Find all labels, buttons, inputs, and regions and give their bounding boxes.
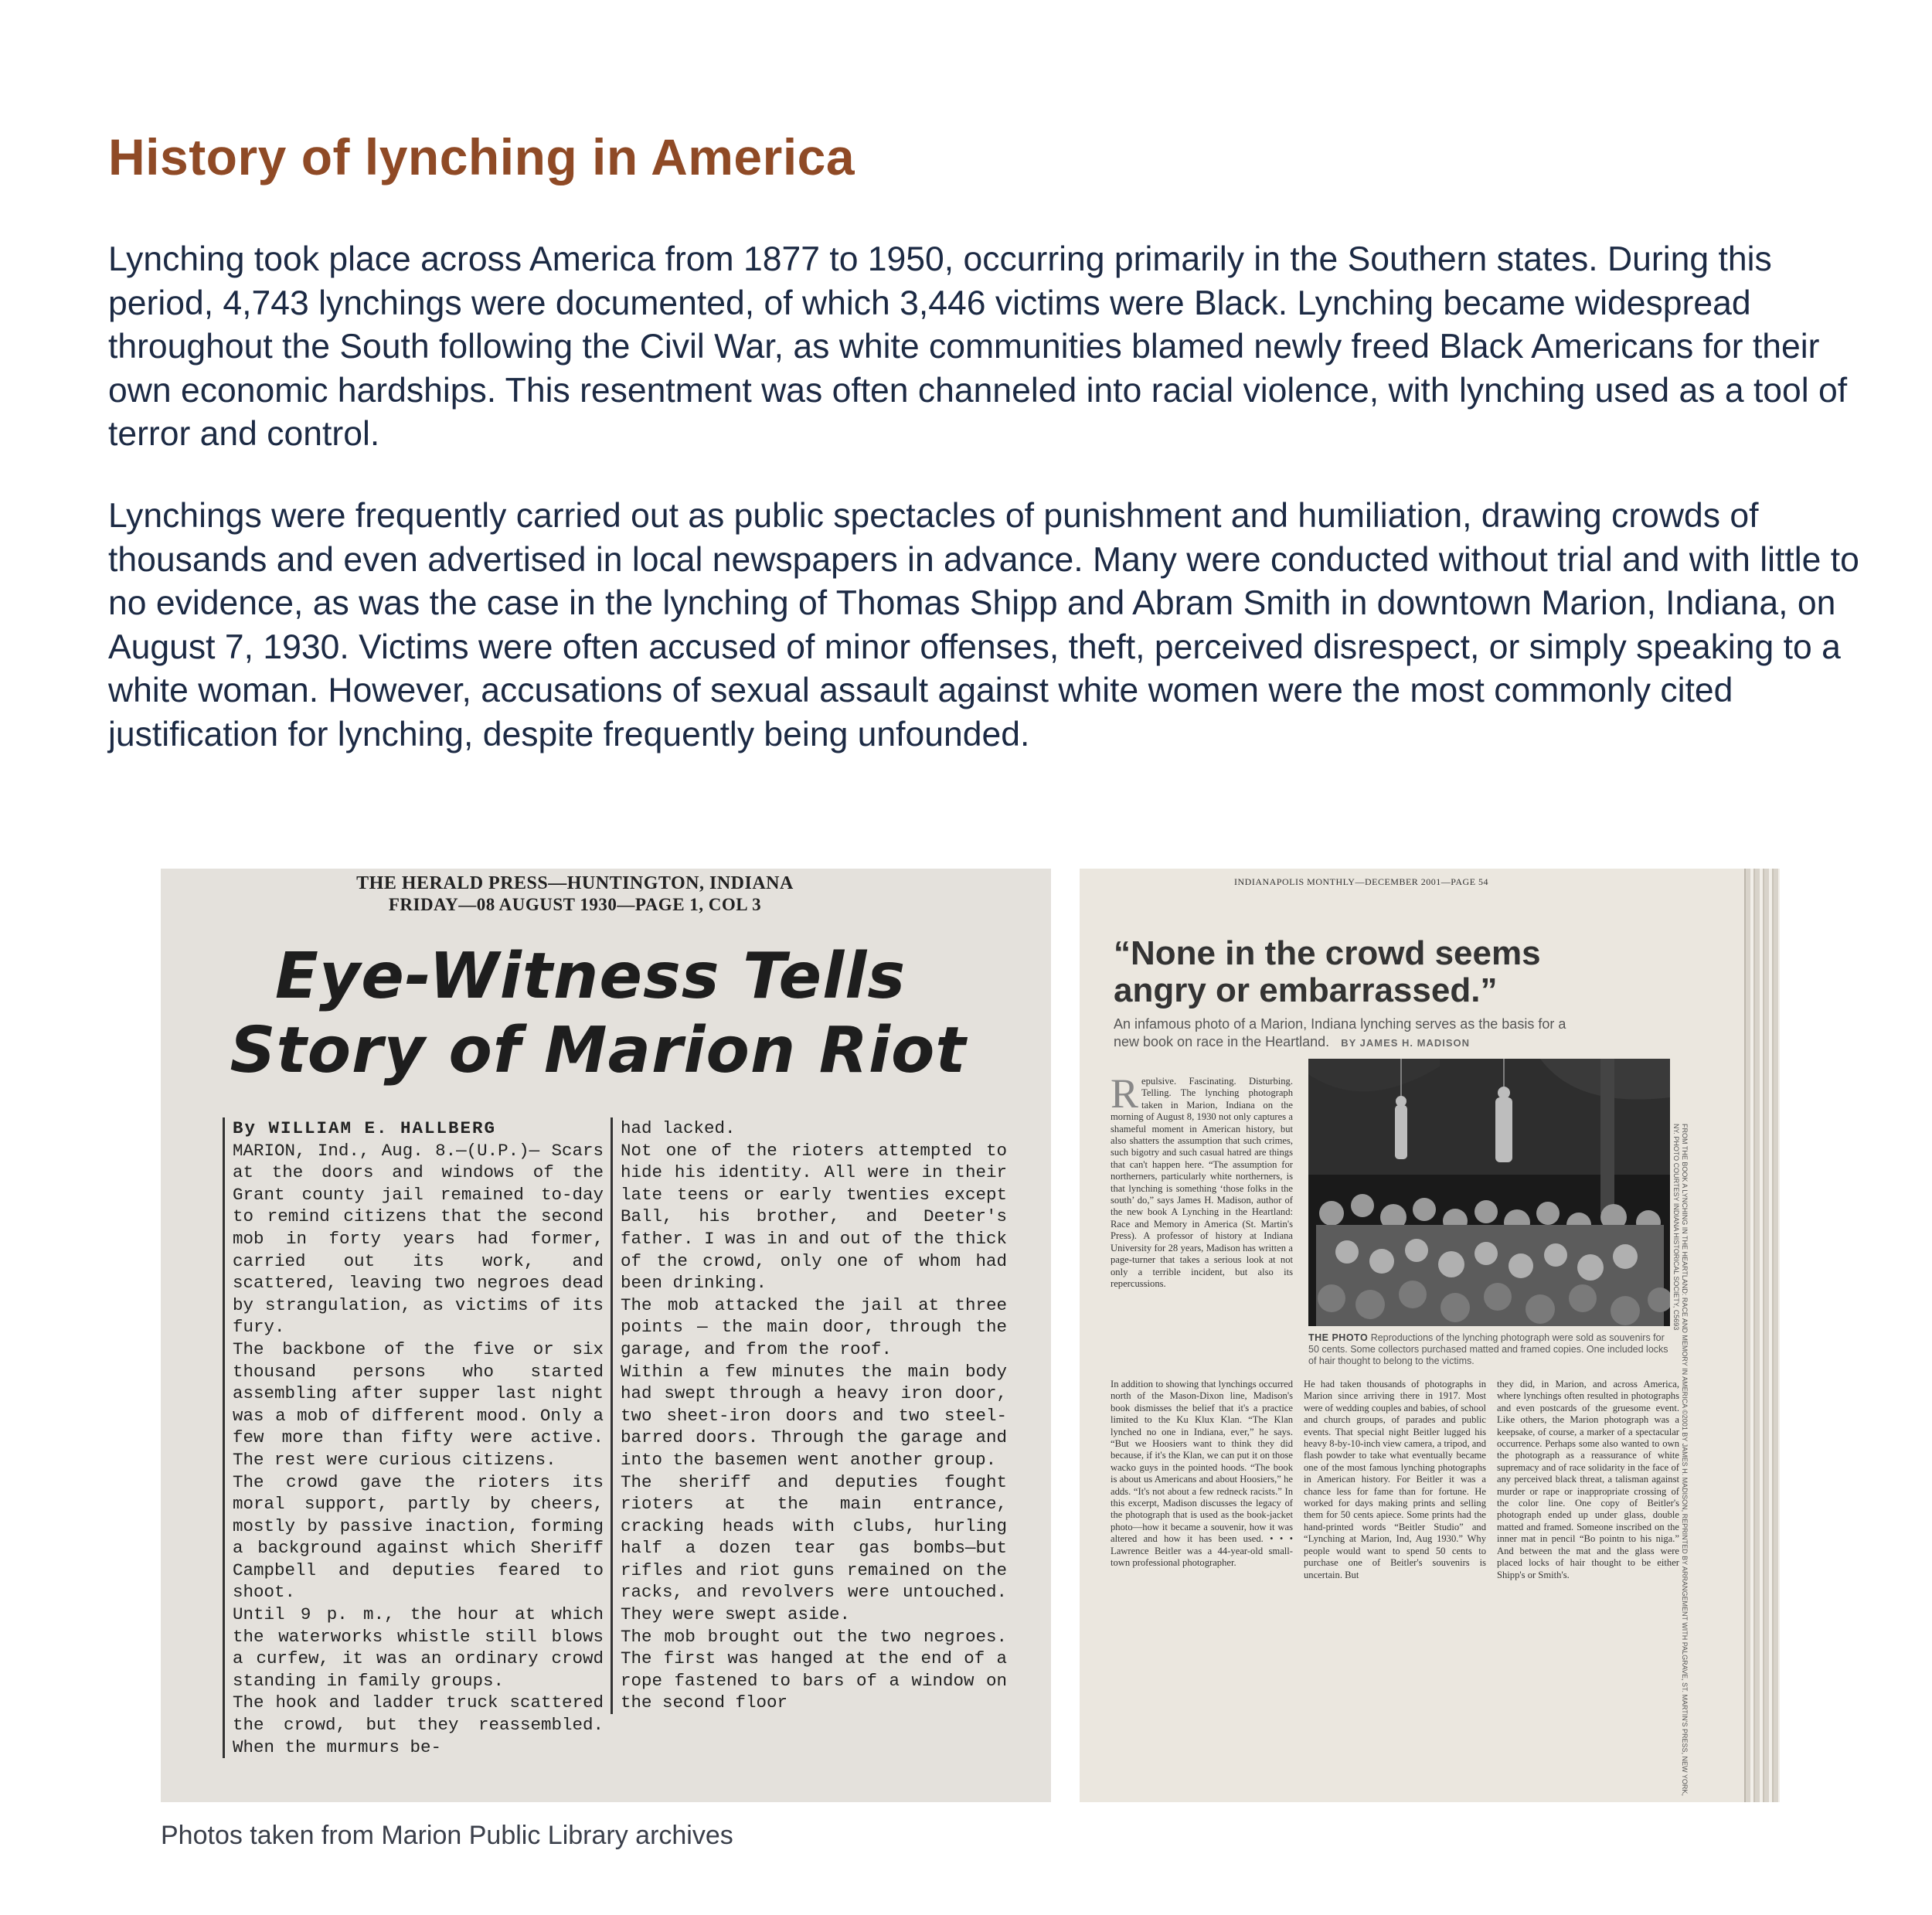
herald-masthead: THE HERALD PRESS—HUNTINGTON, INDIANA xyxy=(356,873,794,893)
photograph-illustration xyxy=(1308,1059,1670,1326)
herald-press-clipping xyxy=(161,869,1051,1802)
binder-edge xyxy=(1746,869,1780,1802)
magazine-column-3: they did, in Marion, and across America, where lynchings often resulted in photographs and even postcards of the gruesome event. Like others, the Marion photograph was a keepsake, of course, a marker of a spectacular occurrence. Perhaps some also wanted to own the photograph as a reassurance of white supremacy and of race solidarity in the face of any perceived black threat, a talisman against murder or rape or inappropriate crossing of the color line. One copy of Beitler's photograph ended up under glass, double matted and framed. Someone inscribed on the inner mat in pencil “Bo pointn to his niga.” And between the mat and the glass were placed locks of hair thought to be either Shipp's or Smith's. xyxy=(1497,1379,1679,1580)
herald-column-1 xyxy=(223,1117,604,1758)
herald-paragraph: had lacked. xyxy=(621,1118,736,1138)
photo-caption xyxy=(1308,1332,1672,1367)
herald-paragraph: The mob brought out the two negroes. The first was hanged at the end of a rope fastened to bars of a window on the second floor xyxy=(621,1626,1007,1713)
magazine-title: “None in the crowd seems angry or embarrassed.” xyxy=(1114,934,1541,1009)
herald-paragraph: The hook and ladder truck scattered the crowd, but they reassembled. When the murmurs be- xyxy=(233,1692,604,1757)
herald-paragraph: The backbone of the five or six thousand persons who started assembling after supper last night was a mob of different mood. Only a few more than fifty were active. The rest were curious citizens. xyxy=(233,1338,604,1470)
herald-paragraph: The sheriff and deputies fought rioters at the main entrance, cracking heads with clubs, hurling half a dozen tear gas bombs—but rifles and riot guns remained on the racks, and revolvers were untouched. They were swept aside. xyxy=(621,1471,1007,1625)
herald-paragraph: Within a few minutes the main body had swept through a heavy iron door, two sheet-iron doors and two steel-barred doors. Through the garage and into the basemen went another group. xyxy=(621,1361,1007,1470)
page-title: History of lynching in America xyxy=(108,128,855,185)
herald-paragraph: Until 9 p. m., the hour at which the waterworks whistle still blows a curfew, it was an ordinary crowd standing in family groups. xyxy=(233,1604,604,1691)
photo-credit: FROM THE BOOK A LYNCHING IN THE HEARTLAND: RACE AND MEMORY IN AMERICA ©2001 BY JAMES H. MADISON, REPRINTED BY ARRANGEMENT WITH PALGRAVE, ST. MARTIN'S PRESS, NEW YORK, NY. PHOTO COURTESY INDIANA HISTORICAL SOCIETY, C5693 xyxy=(1672,1124,1689,1796)
herald-paragraph: MARION, Ind., Aug. 8.—(U.P.)— Scars at the doors and windows of the Grant county jail remained to-day to remind citizens that the second mob in forty years had former, carried out its work, and scattered, leaving two negroes dead by strangulation, as victims of its fury. xyxy=(233,1140,604,1338)
herald-column-2 xyxy=(611,1117,1007,1714)
magazine-subtitle-text: An infamous photo of a Marion, Indiana lynching serves as the basis for a new book on race in the Heartland. xyxy=(1114,1016,1566,1049)
photo-caption-text: Reproductions of the lynching photograph were sold as souvenirs for 50 cents. Some collectors purchased matted and framed copies. One included locks of hair thought to belong to the victims. xyxy=(1308,1332,1668,1366)
herald-byline: By WILLIAM E. HALLBERG xyxy=(233,1118,497,1138)
magazine-column-1: In addition to showing that lynchings occurred north of the Mason-Dixon line, Madison's book dismisses the belief that it's a practice limited to the Ku Klux Klan. “The Klan lynched no one in Indiana, ever,” he says. “But we Hoosiers want to think they did because, if it's the Klan, we can put it on those wacko guys in the pointed hoods. “The book is about us Americans and about Hoosiers,” he adds. “It's not about a few redneck racists.” In this excerpt, Madison discusses the legacy of the photograph that is used as the book-jacket photo—how it became a souvenir, how it was altered and how it has been used. • • • Lawrence Beitler was a 44-year-old small-town professional photographer. xyxy=(1111,1379,1293,1569)
magazine-byline: BY JAMES H. MADISON xyxy=(1341,1037,1471,1049)
magazine-lead-text: epulsive. Fascinating. Disturbing. Telling. The lynching photograph taken in Marion, Indiana on the morning of August 8, 1930 not only captures a shameful moment in American history, but also shatters the assumption that such crimes, such bigotry and such casual hatred are things that can't happen here. “The assumption for northerners, particularly white northerners, is that lynching is something ‘those folks in the south’ do,” says James H. Madison, author of the new book A Lynching in the Heartland: Race and Memory in America (St. Martin's Press). A professor of history at Indiana University for 28 years, Madison has written a page-turner that takes a serious look at not only a terrible incident, but also its repercussions. xyxy=(1111,1076,1293,1289)
herald-headline-line-2: Story of Marion Riot xyxy=(230,1014,967,1087)
indianapolis-monthly-clipping xyxy=(1080,869,1780,1802)
herald-paragraph: The crowd gave the rioters its moral support, partly by cheers, mostly by passive inaction, forming a background against which Sheriff Campbell and deputies feared to shoot. xyxy=(233,1471,604,1603)
herald-dateline: FRIDAY—08 AUGUST 1930—PAGE 1, COL 3 xyxy=(388,895,762,914)
magazine-lead-paragraph xyxy=(1111,1070,1293,1290)
herald-paragraph: Not one of the rioters attempted to hide his identity. All were in their late teens or early twenties except Ball, his brother, and Deeter's father. I was in and out of the thick of the crowd, only one of whom had been drinking. xyxy=(621,1140,1007,1294)
magazine-header: INDIANAPOLIS MONTHLY—DECEMBER 2001—PAGE 54 xyxy=(1234,876,1489,887)
image-caption: Photos taken from Marion Public Library archives xyxy=(161,1821,733,1850)
herald-paragraph: The mob attacked the jail at three points — the main door, through the garage, and from the roof. xyxy=(621,1294,1007,1359)
intro-paragraph: Lynching took place across America from 1877 to 1950, occurring primarily in the Southern states. During this period, 4,743 lynchings were documented, of which 3,446 victims were Black. Lynching became widespread throughout the South following the Civil War, as white communities blamed newly freed Black Americans for their own economic hardships. This resentment was often channeled into racial violence, with lynching used as a tool of terror and control. xyxy=(108,240,1848,453)
magazine-column-2: He had taken thousands of photographs in Marion since arriving there in 1917. Most were of wedding couples and babies, of school and church groups, of parades and public events. That special night Beitler lugged his heavy 8-by-10-inch view camera, a tripod, and flash powder to take what eventually became one of the most famous lynching photographs in American history. For Beitler it was a chance less for fame than for fortune. He worked for days making prints and selling them for 50 cents apiece. Some prints had the hand-printed words “Beitler Studio” and “Lynching at Marion, Ind, Aug 1930.” Why people would want to spend 50 cents to purchase one of Beitler's souvenirs is uncertain. But xyxy=(1304,1379,1486,1580)
drop-cap: R xyxy=(1111,1070,1139,1117)
photo-caption-label: THE PHOTO xyxy=(1308,1332,1369,1343)
magazine-subtitle xyxy=(1114,1015,1593,1052)
spectacle-paragraph: Lynchings were frequently carried out as public spectacles of punishment and humiliation, drawing crowds of thousands and even advertised in local newspapers in advance. Many were conducted without trial and with little to no evidence, as was the case in the lynching of Thomas Shipp and Abram Smith in downtown Marion, Indiana, on August 7, 1930. Victims were often accused of minor offenses, theft, perceived disrespect, or simply speaking to a white woman. However, accusations of sexual assault against white women were the most commonly cited justification for lynching, despite frequently being unfounded. xyxy=(108,497,1859,753)
herald-headline-line-1: Eye-Witness Tells xyxy=(274,940,906,1013)
lynching-photograph xyxy=(1308,1059,1670,1326)
